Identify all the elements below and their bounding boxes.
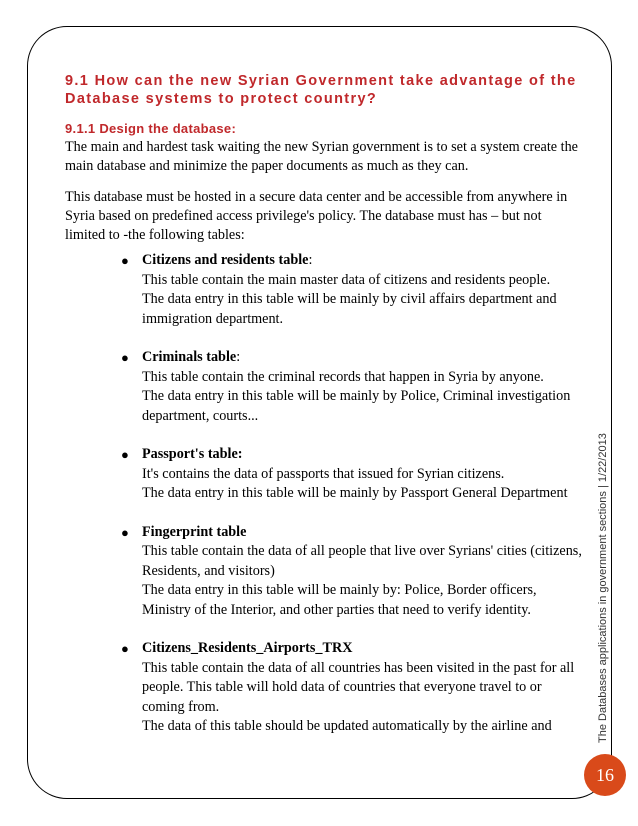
list-item: [65, 639, 585, 737]
database-paragraph: This database must be hosted in a secure data center and be accessible from anywhere in Syria based on predefined access privilege's policy. The database must has – but not limited to -the following tables:: [65, 189, 568, 243]
item-description: The data entry in this table will be mainly by Police, Criminal investigation department, courts...: [142, 388, 571, 424]
tables-list: [65, 251, 585, 737]
item-title: Fingerprint table: [142, 523, 247, 540]
bullet-icon: ●: [121, 350, 129, 365]
bullet-icon: ●: [121, 447, 129, 462]
bullet-icon: ●: [121, 641, 129, 656]
list-item: [65, 523, 585, 621]
intro-paragraph: The main and hardest task waiting the new Syrian government is to set a system create the main database and minimize the paper documents as much as they can.: [65, 139, 578, 174]
list-item: [65, 445, 585, 504]
subsection-heading: 9.1.1 Design the database:: [65, 121, 237, 136]
list-item: [65, 251, 585, 329]
item-description: This table contain the data of all people that live over Syrians' cities (citizens, Residents, and visitors): [142, 543, 582, 579]
bullet-icon: ●: [121, 524, 129, 540]
item-title: Citizens_Residents_Airports_TRX: [142, 640, 353, 656]
item-title: Passport's table:: [142, 446, 243, 462]
item-description: The data entry in this table will be mainly by: Police, Border officers, Ministry of the Interior, and other parties that need to verify identity.: [142, 582, 537, 618]
list-item: [65, 348, 585, 426]
item-title: Citizens and residents table: [142, 252, 309, 268]
bullet-icon: ●: [121, 253, 129, 268]
item-description: The data of this table should be updated automatically by the airline and: [142, 718, 552, 734]
running-header: The Databases applications in government sections | 1/22/2013: [597, 433, 609, 743]
item-title: Criminals table: [142, 349, 237, 365]
document-body: [65, 72, 585, 737]
section-heading: 9.1 How can the new Syrian Government take advantage of the Database systems to protect country?: [65, 73, 577, 107]
item-description: It's contains the data of passports that issued for Syrian citizens.: [142, 465, 505, 482]
item-description: The data entry in this table will be mainly by civil affairs department and immigration department.: [142, 291, 557, 327]
page-number-badge: 16: [584, 754, 626, 796]
item-description: This table contain the criminal records that happen in Syria by anyone.: [142, 368, 544, 385]
item-description: The data entry in this table will be mainly by Passport General Department: [142, 485, 568, 501]
item-description: This table contain the main master data of citizens and residents people.: [142, 271, 551, 288]
item-description: This table contain the data of all countries has been visited in the past for all people. This table will hold data of countries that everyone travel to or coming from.: [142, 659, 575, 715]
item-title-suffix: :: [236, 349, 241, 365]
item-title-suffix: :: [308, 252, 313, 268]
